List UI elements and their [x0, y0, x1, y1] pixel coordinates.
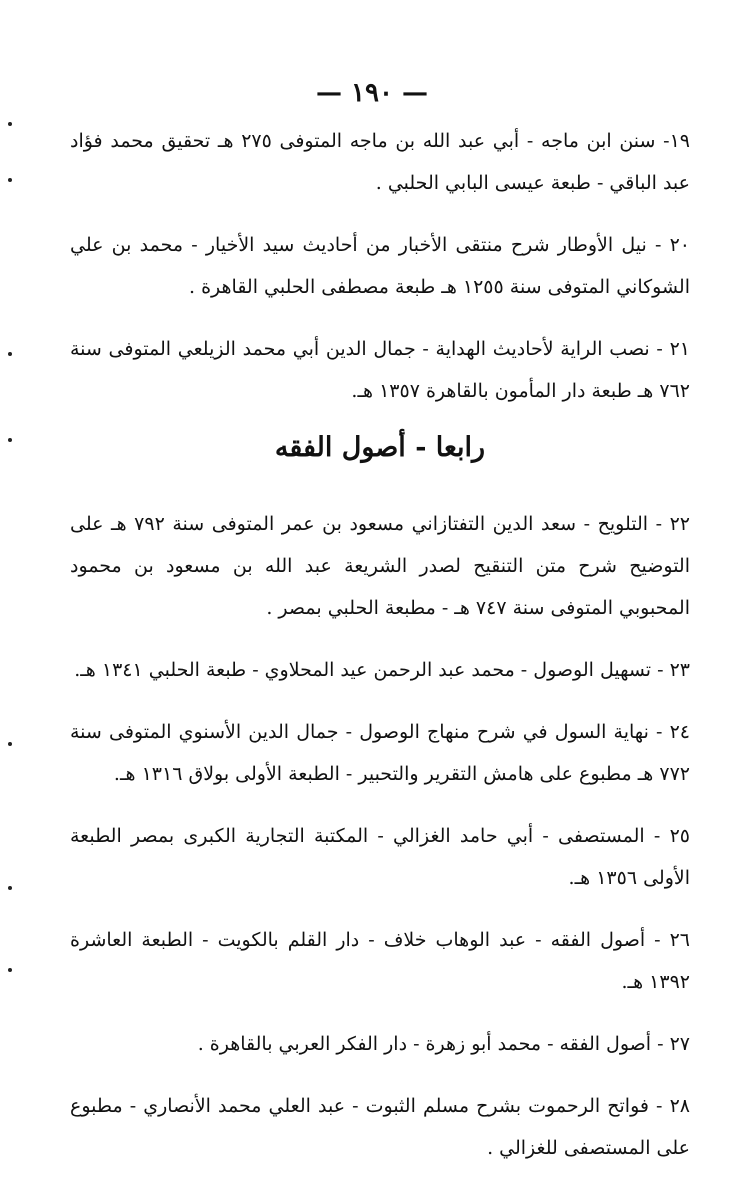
bibliography-entry-26: ٢٦ - أصول الفقه - عبد الوهاب خلاف - دار القلم بالكويت - الطبعة العاشرة ١٣٩٢ هـ. [70, 929, 690, 993]
scan-speck [8, 178, 12, 182]
bibliography-list [70, 120, 690, 1189]
bibliography-entry-28: ٢٨ - فواتح الرحموت بشرح مسلم الثبوت - عبد العلي محمد الأنصاري - مطبوع على المستصفى للغزالي . [70, 1095, 690, 1159]
scan-speck [8, 438, 12, 442]
bibliography-entry-23: ٢٣ - تسهيل الوصول - محمد عبد الرحمن عيد المحلاوي - طبعة الحلبي ١٣٤١ هـ. [74, 659, 690, 681]
bibliography-entry-22: ٢٢ - التلويح - سعد الدين التفتازاني مسعود بن عمر المتوفى سنة ٧٩٢ هـ على التوضيح شرح متن التنقيح لصدر الشريعة عبد الله بن مسعود بن محمود المحبوبي المتوفى سنة ٧٤٧ هـ - مطبعة الحلبي بمصر . [70, 513, 690, 619]
bibliography-entry-19: ١٩- سنن ابن ماجه - أبي عبد الله بن ماجه المتوفى ٢٧٥ هـ تحقيق محمد فؤاد عبد الباقي - طبعة عيسى البابي الحلبي . [70, 130, 691, 194]
bibliography-entry-20: ٢٠ - نيل الأوطار شرح منتقى الأخبار من أحاديث سيد الأخيار - محمد بن علي الشوكاني المتوفى سنة ١٢٥٥ هـ طبعة مصطفى الحلبي القاهرة . [70, 234, 690, 298]
section-heading: رابعا - أصول الفقه [274, 432, 486, 463]
bibliography-entry-25: ٢٥ - المستصفى - أبي حامد الغزالي - المكتبة التجارية الكبرى بمصر الطبعة الأولى ١٣٥٦ هـ. [70, 825, 690, 889]
scan-speck [8, 742, 12, 746]
bibliography-entry-21: ٢١ - نصب الراية لأحاديث الهداية - جمال الدين أبي محمد الزيلعي المتوفى سنة ٧٦٢ هـ طبعة دار المأمون بالقاهرة ١٣٥٧ هـ. [70, 338, 690, 402]
page-number: — ١٩٠ — [315, 78, 429, 108]
scan-speck [8, 122, 12, 126]
bibliography-entry-24: ٢٤ - نهاية السول في شرح منهاج الوصول - جمال الدين الأسنوي المتوفى سنة ٧٧٢ هـ مطبوع على هامش التقرير والتحبير - الطبعة الأولى بولاق ١٣١٦ هـ. [70, 721, 690, 785]
scan-speck [8, 968, 12, 972]
bibliography-entry-27: ٢٧ - أصول الفقه - محمد أبو زهرة - دار الفكر العربي بالقاهرة . [197, 1033, 690, 1055]
scan-speck [8, 886, 12, 890]
scan-speck [8, 352, 12, 356]
